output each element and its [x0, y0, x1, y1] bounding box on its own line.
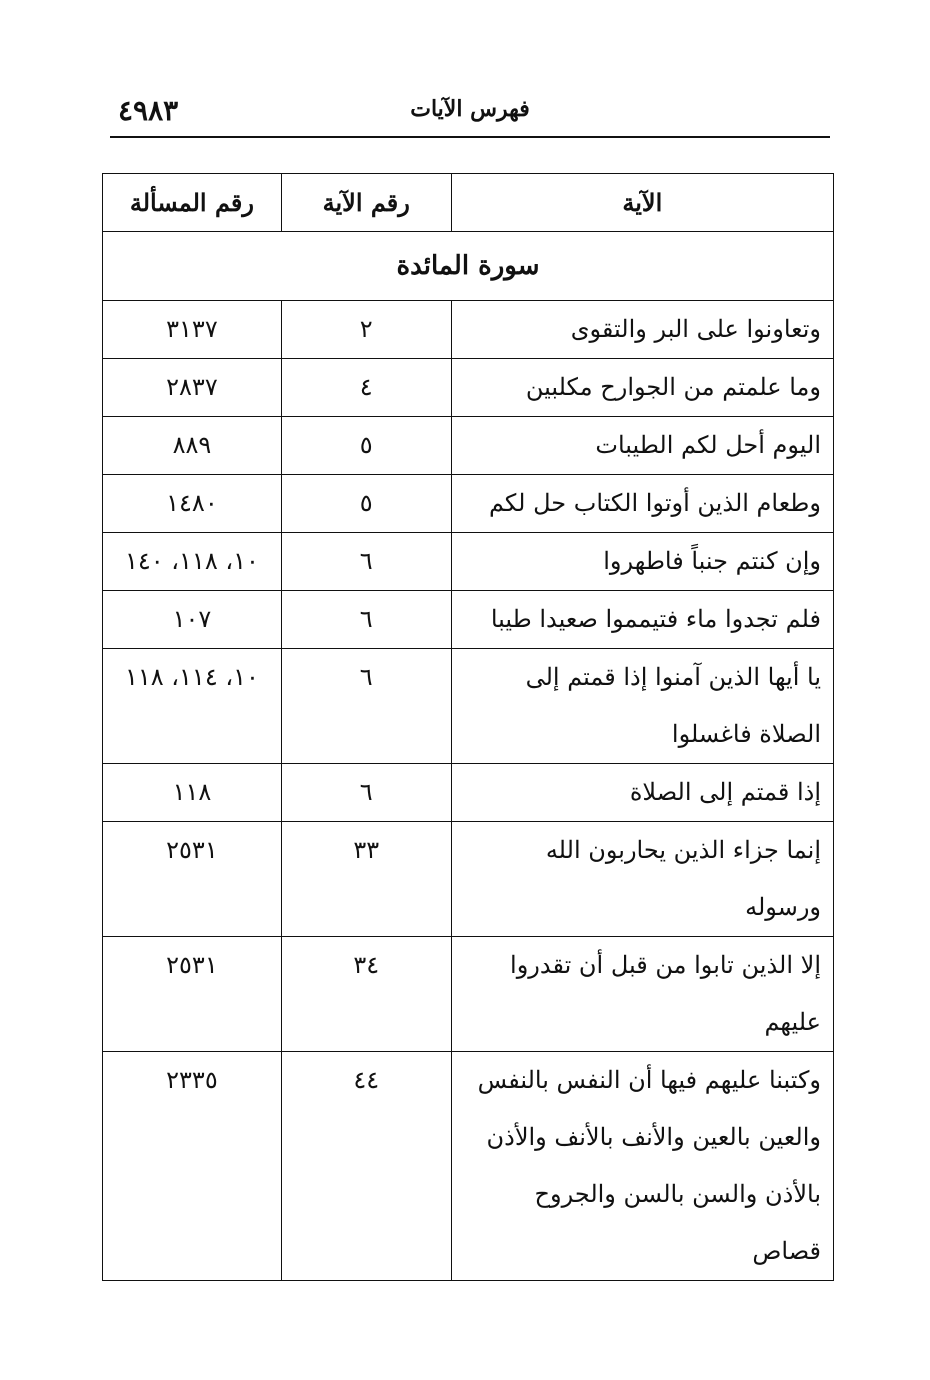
verse-number: ٤: [281, 359, 451, 417]
page-number: ٤٩٨٣: [118, 94, 179, 127]
table-row: [103, 475, 834, 533]
verse-text: وإن كنتم جنباً فاطهروا: [451, 533, 833, 591]
table-row: [103, 822, 834, 937]
issue-number: ٢٣٣٥: [103, 1052, 282, 1281]
verse-number: ٣٤: [281, 937, 451, 1052]
table-row: [103, 417, 834, 475]
table-row: [103, 591, 834, 649]
verse-text: وتعاونوا على البر والتقوى: [451, 301, 833, 359]
verse-text: إنما جزاء الذين يحاربون الله ورسوله: [451, 822, 833, 937]
page-header: [110, 92, 830, 138]
verse-text: اليوم أحل لكم الطيبات: [451, 417, 833, 475]
table-row: [103, 1052, 834, 1281]
table-row: [103, 649, 834, 764]
verse-number: ٤٤: [281, 1052, 451, 1281]
verse-number: ٦: [281, 649, 451, 764]
verse-number: ٦: [281, 533, 451, 591]
surah-title: سورة المائدة: [103, 232, 834, 301]
verse-text: إلا الذين تابوا من قبل أن تقدروا عليهم: [451, 937, 833, 1052]
table-row: [103, 359, 834, 417]
page-title: فهرس الآيات: [410, 96, 530, 122]
issue-number: ١٠، ١١٨، ١٤٠: [103, 533, 282, 591]
table-row: [103, 764, 834, 822]
issue-number: ٢٥٣١: [103, 937, 282, 1052]
issue-number: ٢٨٣٧: [103, 359, 282, 417]
verse-number: ٦: [281, 764, 451, 822]
issue-number: ٨٨٩: [103, 417, 282, 475]
header-verse-number: رقم الآية: [281, 174, 451, 232]
header-row: [103, 174, 834, 232]
verse-number: ٦: [281, 591, 451, 649]
verse-number: ٥: [281, 417, 451, 475]
table-row: [103, 937, 834, 1052]
issue-number: ١٠، ١١٤، ١١٨: [103, 649, 282, 764]
verse-text: وطعام الذين أوتوا الكتاب حل لكم: [451, 475, 833, 533]
header-issue-number: رقم المسألة: [103, 174, 282, 232]
verse-index-table: [102, 173, 834, 1281]
issue-number: ٣١٣٧: [103, 301, 282, 359]
surah-row: [103, 232, 834, 301]
table-row: [103, 533, 834, 591]
issue-number: ١٠٧: [103, 591, 282, 649]
verse-text: وكتبنا عليهم فيها أن النفس بالنفس والعين بالعين والأنف بالأنف والأذن بالأذن والسن بالسن والجروح قصاص: [451, 1052, 833, 1281]
table-row: [103, 301, 834, 359]
issue-number: ٢٥٣١: [103, 822, 282, 937]
issue-number: ١٤٨٠: [103, 475, 282, 533]
verse-text: فلم تجدوا ماء فتيمموا صعيدا طيبا: [451, 591, 833, 649]
verse-number: ٢: [281, 301, 451, 359]
verse-text: وما علمتم من الجوارح مكلبين: [451, 359, 833, 417]
verse-text: إذا قمتم إلى الصلاة: [451, 764, 833, 822]
verse-number: ٥: [281, 475, 451, 533]
header-verse: الآية: [451, 174, 833, 232]
verse-text: يا أيها الذين آمنوا إذا قمتم إلى الصلاة فاغسلوا: [451, 649, 833, 764]
issue-number: ١١٨: [103, 764, 282, 822]
verse-number: ٣٣: [281, 822, 451, 937]
